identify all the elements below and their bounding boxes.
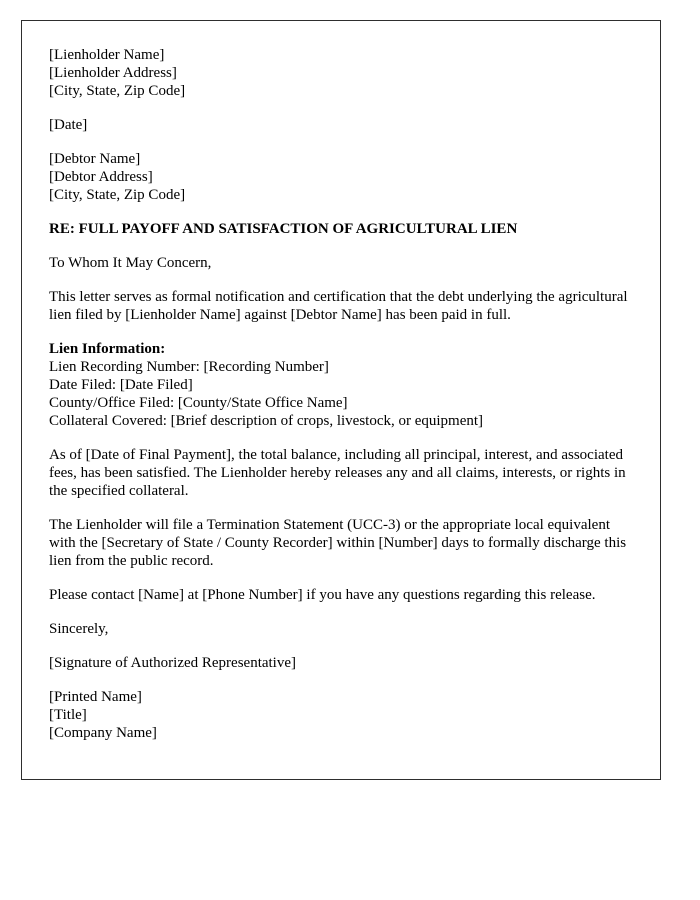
lien-recording-number-line: Lien Recording Number: [Recording Number] [49,359,329,375]
recipient-address-block [49,150,633,204]
signature-placeholder: [Signature of Authorized Representative] [49,655,297,671]
county-office-line: County/Office Filed: [County/State Office Name] [49,395,348,411]
signature-block [49,688,633,742]
date-filed-line: Date Filed: [Date Filed] [49,377,193,393]
subject-line: RE: FULL PAYOFF AND SATISFACTION OF AGRICULTURAL LIEN [49,221,518,237]
sender-name: [Lienholder Name] [49,47,165,63]
lien-information-heading: Lien Information: [49,341,166,357]
recipient-address: [Debtor Address] [49,169,153,185]
satisfaction-paragraph: As of [Date of Final Payment], the total balance, including all principal, interest, and associated fees, has been satisfied. The Lienholder hereby releases any and all claims, interests, or rights in the specified collateral. [49,447,626,499]
printed-name-line: [Printed Name] [49,689,142,705]
intro-paragraph: This letter serves as formal notification and certification that the debt underlying the agricultural lien filed by [Lienholder Name] against [Debtor Name] has been paid in full. [49,289,628,323]
letter-content [22,21,660,767]
date-line: [Date] [49,117,88,133]
termination-paragraph: The Lienholder will file a Termination Statement (UCC-3) or the appropriate local equivalent with the [Secretary of State / County Recorder] within [Number] days to formally discharge this lien from the public record. [49,517,627,569]
recipient-city-state-zip: [City, State, Zip Code] [49,187,186,203]
closing: Sincerely, [49,621,109,637]
salutation: To Whom It May Concern, [49,255,212,271]
title-line: [Title] [49,707,87,723]
collateral-covered-line: Collateral Covered: [Brief description of crops, livestock, or equipment] [49,413,484,429]
recipient-name: [Debtor Name] [49,151,141,167]
sender-address-block [49,46,633,100]
letter-page [21,20,661,780]
sender-city-state-zip: [City, State, Zip Code] [49,83,186,99]
contact-paragraph: Please contact [Name] at [Phone Number] if you have any questions regarding this release. [49,587,596,603]
lien-information-section [49,340,633,430]
sender-address: [Lienholder Address] [49,65,177,81]
company-name-line: [Company Name] [49,725,157,741]
